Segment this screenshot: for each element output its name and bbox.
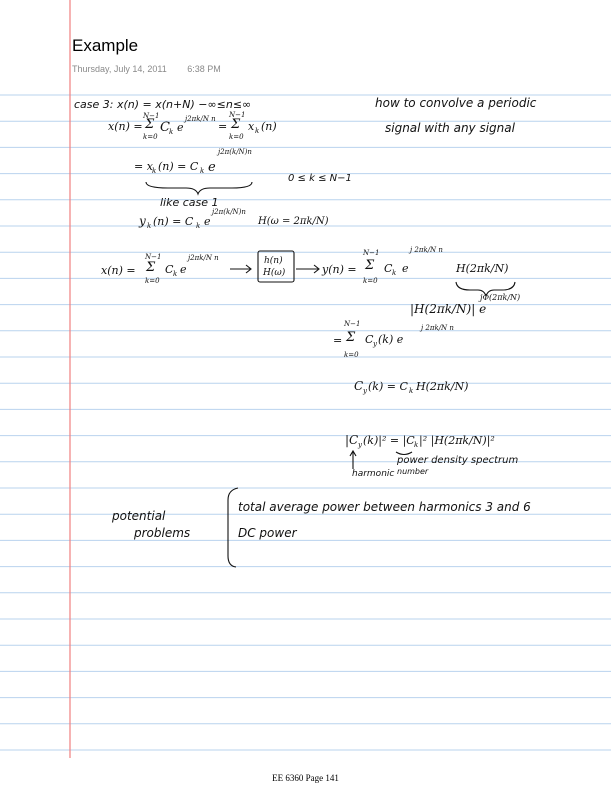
svg-text:C: C (354, 379, 364, 393)
svg-text:k: k (255, 127, 260, 135)
svg-text:power density spectrum: power density spectrum (397, 455, 519, 466)
svg-text:e: e (177, 121, 184, 134)
note-time: 6:38 PM (187, 64, 221, 74)
svg-text:k=0: k=0 (143, 133, 158, 141)
svg-text:h(n): h(n) (264, 256, 283, 266)
svg-text:k: k (392, 269, 397, 277)
svg-text:k: k (147, 222, 152, 230)
svg-text:Σ: Σ (365, 258, 375, 273)
svg-text:y: y (358, 441, 362, 449)
svg-text:j2π(k/N)n: j2π(k/N)n (212, 208, 246, 216)
svg-text:y: y (139, 214, 146, 228)
k-range: 0 ≤ k ≤ N−1 (288, 173, 352, 184)
svg-text:k=0: k=0 (363, 277, 378, 285)
power-spectrum-line (345, 433, 519, 479)
svg-text:j2πk/N n: j2πk/N n (185, 115, 216, 123)
svg-text:k=0: k=0 (145, 277, 160, 285)
svg-text:|C: |C (345, 433, 359, 447)
svg-text:e: e (180, 263, 187, 276)
svg-text:k=0: k=0 (229, 133, 244, 141)
potential-problems-block (111, 488, 531, 567)
svg-text:N−1: N−1 (229, 111, 246, 119)
output-sum-line (333, 320, 454, 359)
svg-text:k: k (200, 167, 205, 175)
note-title: Example (72, 36, 139, 55)
magnitude-phase-line (410, 293, 520, 316)
svg-text:x: x (248, 120, 255, 133)
svg-text:jΦ(2πk/N): jΦ(2πk/N) (480, 293, 521, 302)
svg-text:|² |H(2πk/N)|²: |² |H(2πk/N)|² (419, 434, 495, 447)
svg-text:N−1: N−1 (145, 253, 162, 261)
cy-equation-line (354, 379, 468, 395)
page-footer: EE 6360 Page 141 (272, 773, 339, 783)
xk-equation-line (134, 148, 352, 194)
svg-text:y: y (363, 387, 367, 395)
like-case-1: like case 1 (160, 196, 219, 209)
side-note-line2: signal with any signal (385, 121, 515, 135)
svg-text:C: C (160, 120, 170, 135)
svg-text:k: k (169, 128, 174, 136)
svg-text:x(n) =: x(n) = (108, 120, 143, 133)
svg-text:C: C (384, 262, 393, 275)
svg-text:j2πk/N n: j2πk/N n (188, 254, 219, 262)
svg-text:C: C (365, 333, 374, 346)
svg-text:j 2πk/N n: j 2πk/N n (410, 246, 443, 254)
svg-text:y: y (373, 340, 377, 348)
svg-text:(n) = C: (n) = C (153, 215, 194, 228)
yk-equation-line (138, 208, 329, 230)
svg-text:H(ω): H(ω) (263, 268, 286, 278)
svg-text:j 2πk/N n: j 2πk/N n (421, 324, 454, 332)
svg-text:y(n) =: y(n) = (322, 263, 357, 276)
svg-text:N−1: N−1 (143, 112, 160, 120)
svg-text:Σ: Σ (346, 330, 356, 345)
svg-text:number: number (397, 467, 429, 476)
svg-text:j2π(k/N)n: j2π(k/N)n (218, 148, 252, 156)
svg-text:|H(2πk/N)| e: |H(2πk/N)| e (410, 302, 487, 316)
svg-text:Σ: Σ (145, 117, 155, 132)
svg-text:H(2πk/N): H(2πk/N) (416, 380, 469, 393)
svg-text:Σ: Σ (231, 117, 241, 132)
svg-text:harmonic: harmonic (352, 469, 395, 479)
svg-text:=: = (218, 120, 228, 133)
svg-text:potential: potential (112, 509, 166, 523)
svg-text:k: k (196, 222, 201, 230)
svg-text:k: k (414, 441, 419, 449)
svg-text:= x: = x (134, 160, 153, 173)
svg-text:e: e (208, 160, 216, 175)
svg-text:C: C (165, 263, 174, 276)
svg-text:H(ω = 2πk/N): H(ω = 2πk/N) (258, 216, 329, 227)
svg-text:total average power between ha: total average power between harmonics 3 and 6 (238, 500, 531, 514)
svg-text:N−1: N−1 (363, 249, 380, 257)
case-3-line: case 3: x(n) = x(n+N) −∞≤n≤∞ (74, 98, 252, 111)
svg-text:(k)|² = |C: (k)|² = |C (363, 434, 415, 447)
svg-text:(k) e: (k) e (378, 333, 404, 346)
svg-text:problems: problems (134, 526, 191, 540)
fourier-series-line (108, 111, 277, 141)
svg-text:k: k (409, 387, 414, 395)
svg-text:H(2πk/N): H(2πk/N) (456, 262, 509, 275)
svg-text:k: k (152, 167, 157, 175)
svg-text:(k) = C: (k) = C (368, 380, 408, 393)
svg-text:DC power: DC power (238, 526, 297, 540)
svg-text:=: = (333, 334, 343, 347)
svg-text:Σ: Σ (146, 260, 156, 275)
svg-text:(n): (n) (261, 120, 277, 133)
svg-text:N−1: N−1 (344, 320, 361, 328)
system-diagram-line (101, 246, 515, 296)
svg-text:e: e (402, 262, 409, 275)
svg-text:k: k (173, 270, 178, 278)
svg-text:x(n) =: x(n) = (101, 264, 136, 277)
svg-text:(n) = C: (n) = C (158, 160, 199, 173)
side-note-line1: how to convolve a periodic (375, 96, 537, 110)
svg-text:k=0: k=0 (344, 351, 359, 359)
note-date: Thursday, July 14, 2011 (72, 64, 167, 74)
svg-text:e: e (204, 215, 211, 228)
